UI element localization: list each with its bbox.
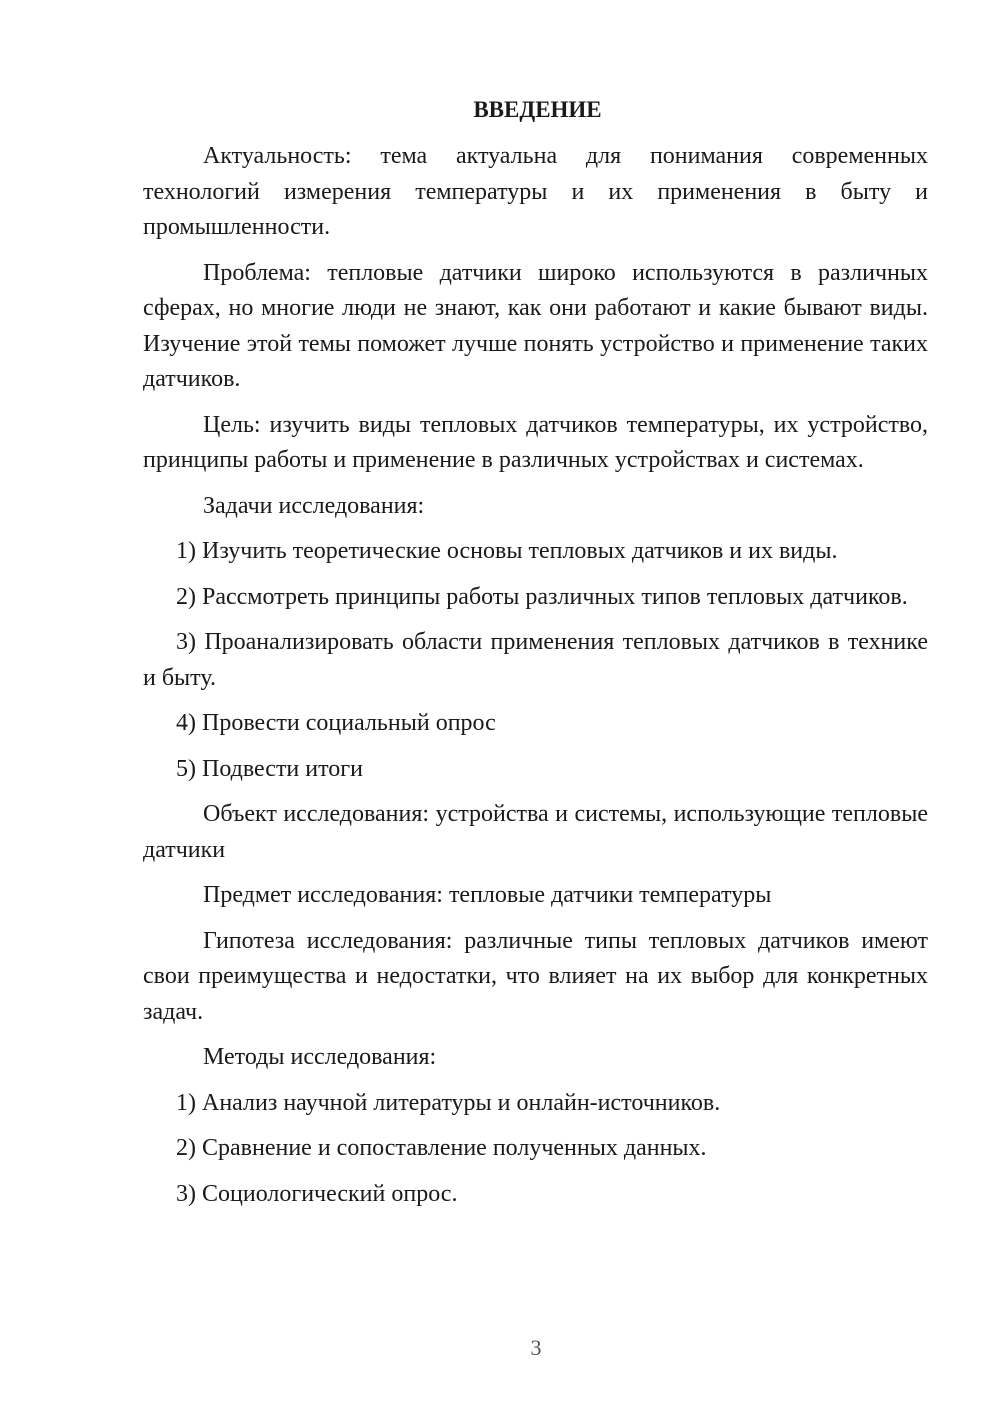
method-item-2: 2) Сравнение и сопоставление полученных данных. [176, 1135, 707, 1161]
hypothesis-paragraph: Гипотеза исследования: различные типы тепловых датчиков имеют свои преимущества и недостатки, что влияет на их выбор для конкретных задач. [143, 927, 928, 1025]
problem-paragraph: Проблема: тепловые датчики широко используются в различных сферах, но многие люди не знают, как они работают и какие бывают виды. Изучение этой темы поможет лучше понять устройство и применение таких датчиков. [143, 259, 928, 392]
task-item-2: 2) Рассмотреть принципы работы различных типов тепловых датчиков. [176, 583, 908, 610]
method-item-1: 1) Анализ научной литературы и онлайн-источников. [176, 1089, 721, 1116]
subject-paragraph: Предмет исследования: тепловые датчики температуры [203, 882, 772, 908]
task-item-5: 5) Подвести итоги [176, 755, 363, 782]
tasks-heading: Задачи исследования: [203, 492, 425, 519]
task-item-4: 4) Провести социальный опрос [176, 710, 496, 736]
method-item-3: 3) Социологический опрос. [176, 1180, 458, 1207]
object-paragraph: Объект исследования: устройства и системы, использующие тепловые датчики [143, 801, 928, 863]
page-content [143, 94, 928, 1222]
task-item-3: 3) Проанализировать области применения тепловых датчиков в технике и быту. [143, 629, 928, 691]
goal-paragraph: Цель: изучить виды тепловых датчиков температуры, их устройство, принципы работы и применение в различных устройствах и системах. [143, 411, 928, 473]
methods-heading: Методы исследования: [203, 1044, 437, 1070]
relevance-paragraph: Актуальность: тема актуальна для понимания современных технологий измерения температуры и их применения в быту и промышленности. [143, 143, 928, 240]
page-title: ВВЕДЕНИЕ [473, 97, 602, 122]
task-item-1: 1) Изучить теоретические основы тепловых датчиков и их виды. [176, 538, 838, 564]
page-number: 3 [530, 1335, 542, 1360]
